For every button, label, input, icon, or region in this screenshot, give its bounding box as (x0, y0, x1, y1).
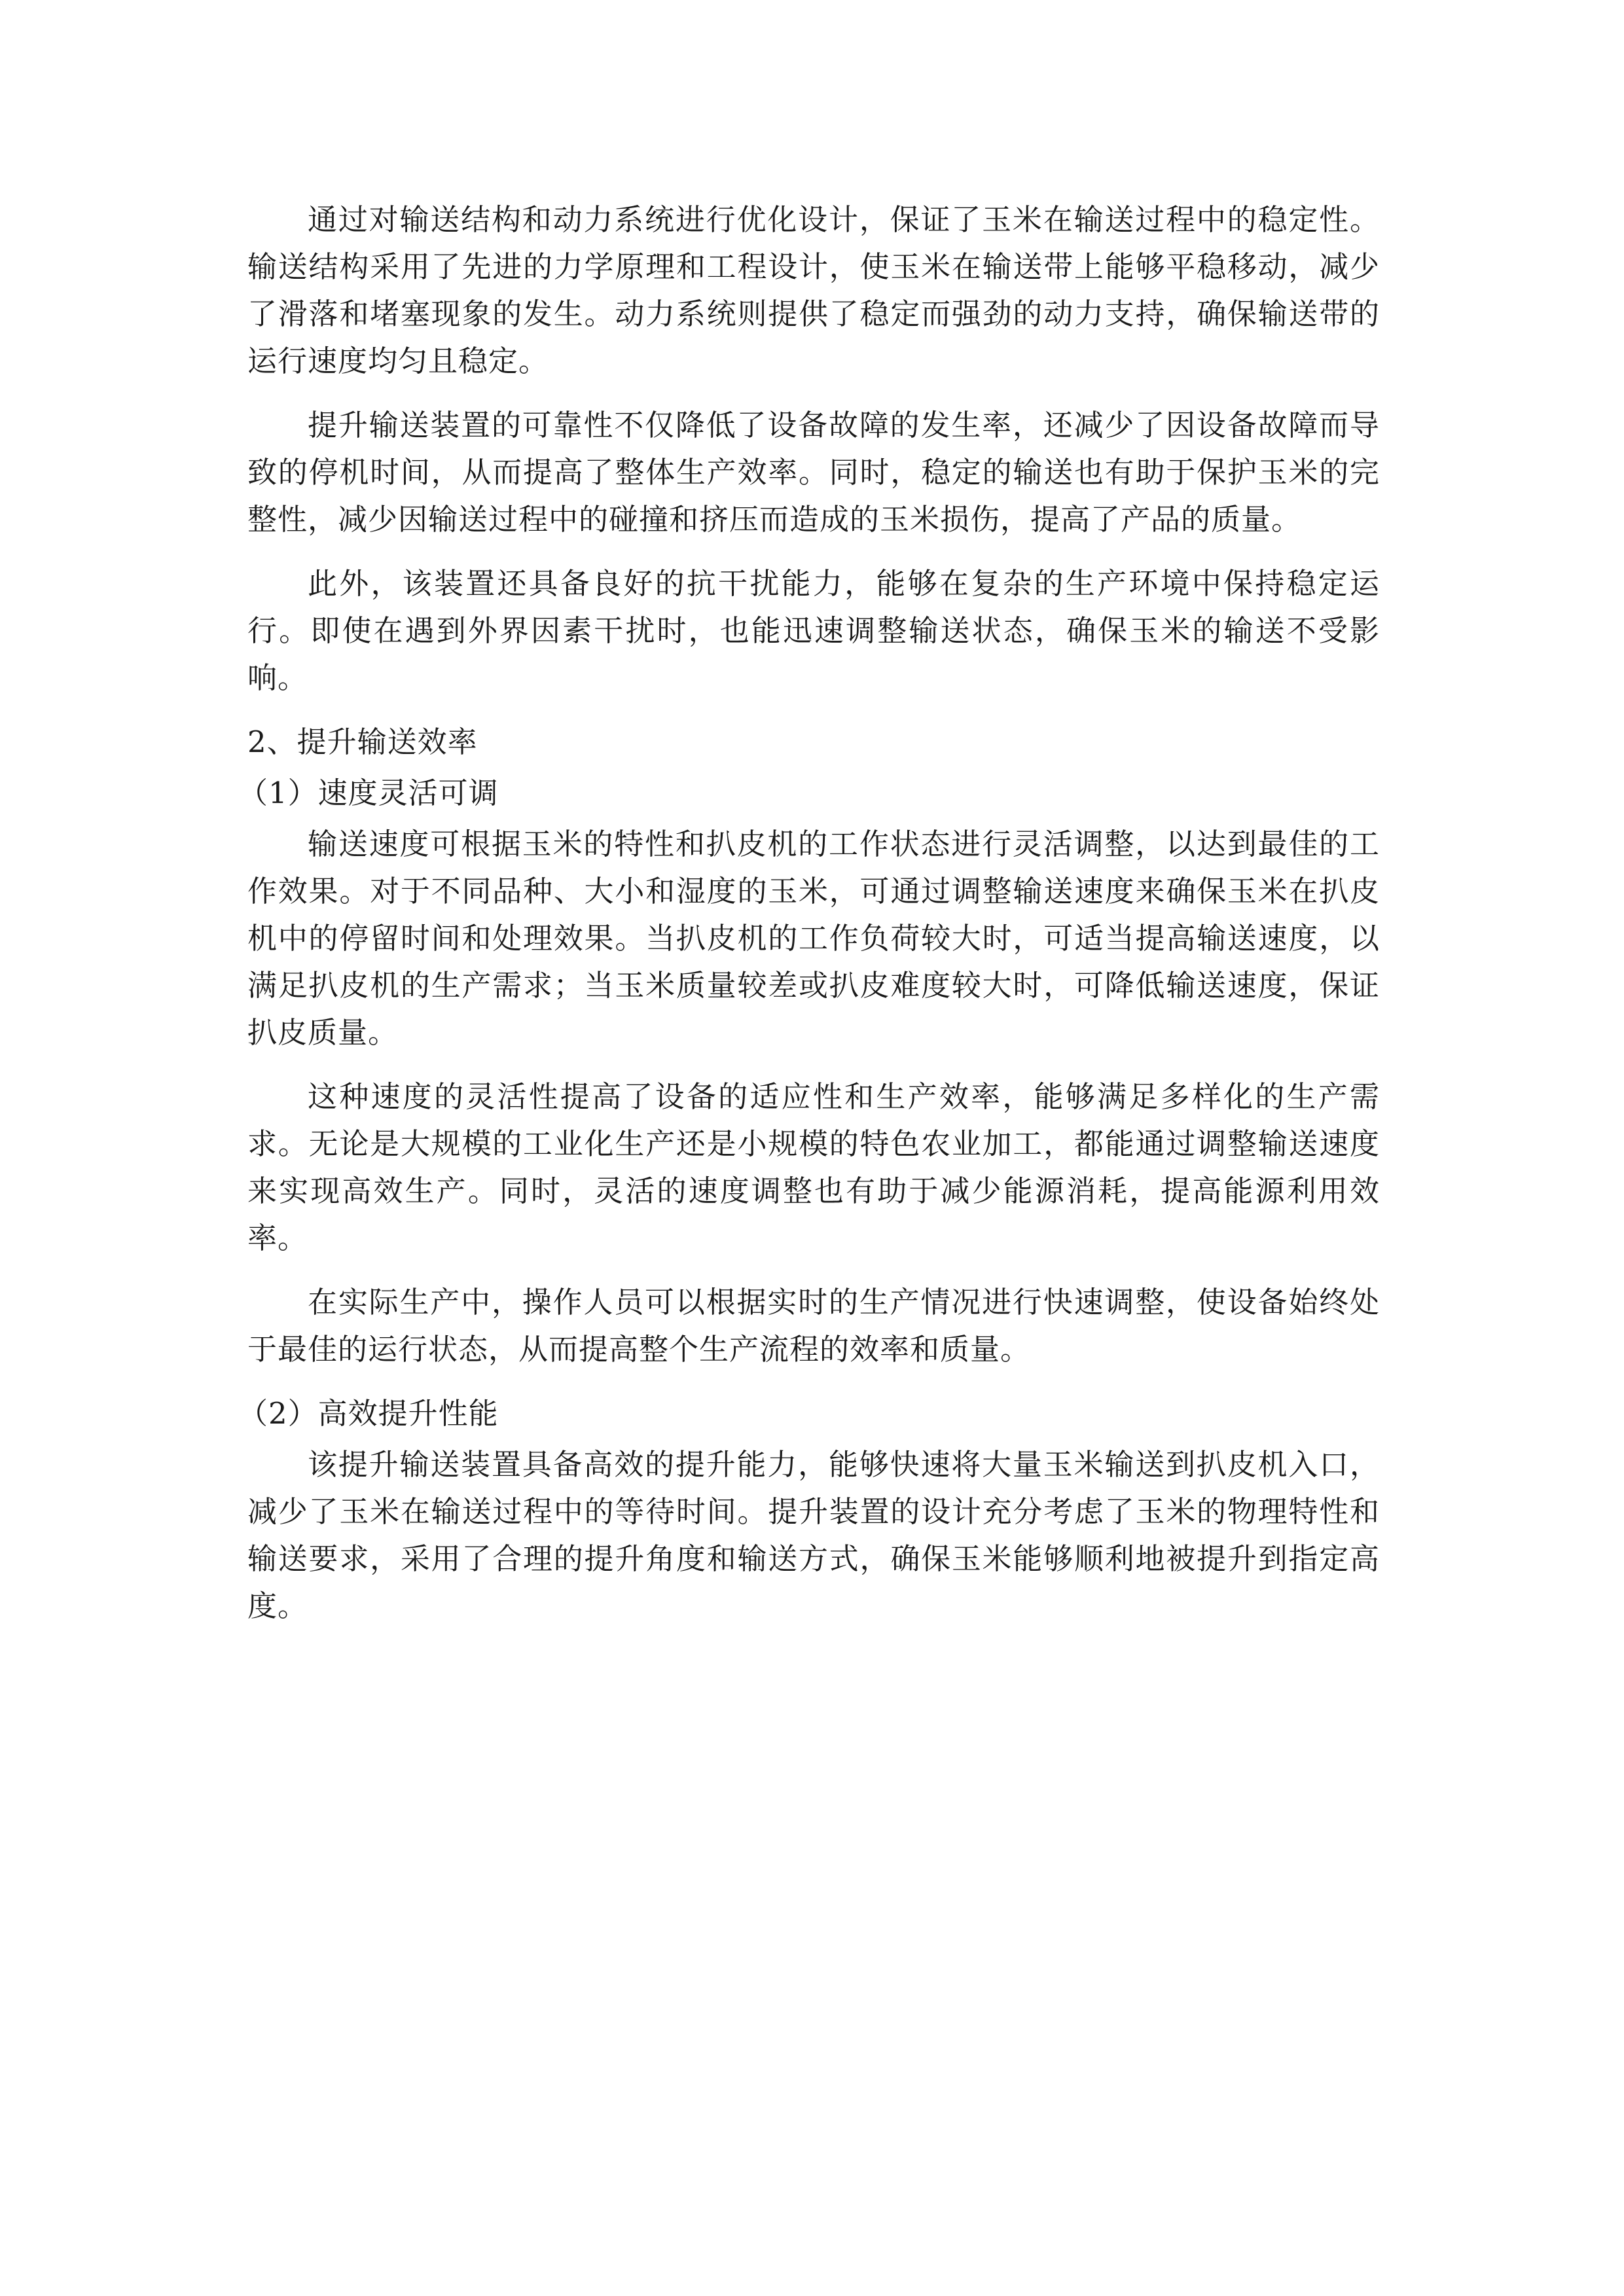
paragraph-speed-adjustment: 输送速度可根据玉米的特性和扒皮机的工作状态进行灵活调整，以达到最佳的工作效果。对于不同品种、大小和湿度的玉米，可通过调整输送速度来确保玉米在扒皮机中的停留时间和处理效果。当扒皮机的工作负荷较大时，可适当提高输送速度，以满足扒皮机的生产需求；当玉米质量较差或扒皮难度较大时，可降低输送速度，保证扒皮质量。 (247, 827, 1380, 1050)
paragraph-reliability: 提升输送装置的可靠性不仅降低了设备故障的发生率，还减少了因设备故障而导致的停机时间，从而提高了整体生产效率。同时，稳定的输送也有助于保护玉米的完整性，减少因输送过程中的碰撞和挤压而造成的玉米损伤，提高了产品的质量。 (247, 408, 1380, 537)
paragraph-speed-flexibility: 这种速度的灵活性提高了设备的适应性和生产效率，能够满足多样化的生产需求。无论是大规模的工业化生产还是小规模的特色农业加工，都能通过调整输送速度来实现高效生产。同时，灵活的速度调整也有助于减少能源消耗，提高能源利用效率。 (247, 1079, 1380, 1255)
subheading-lifting-performance: （2）高效提升性能 (238, 1396, 499, 1431)
paragraph-anti-interference: 此外，该装置还具备良好的抗干扰能力，能够在复杂的生产环境中保持稳定运行。即使在遇到外界因素干扰时，也能迅速调整输送状态，确保玉米的输送不受影响。 (247, 566, 1380, 695)
subheading-speed-adjustable: （1）速度灵活可调 (238, 776, 499, 810)
document-page (238, 196, 1380, 1647)
paragraph-stability: 通过对输送结构和动力系统进行优化设计，保证了玉米在输送过程中的稳定性。输送结构采用了先进的力学原理和工程设计，使玉米在输送带上能够平稳移动，减少了滑落和堵塞现象的发生。动力系统则提供了稳定而强劲的动力支持，确保输送带的运行速度均匀且稳定。 (247, 202, 1380, 378)
paragraph-realtime-adjustment: 在实际生产中，操作人员可以根据实时的生产情况进行快速调整，使设备始终处于最佳的运行状态，从而提高整个生产流程的效率和质量。 (247, 1285, 1380, 1367)
section-heading-efficiency: 2、提升输送效率 (247, 725, 478, 759)
paragraph-lifting-capacity: 该提升输送装置具备高效的提升能力，能够快速将大量玉米输送到扒皮机入口，减少了玉米在输送过程中的等待时间。提升装置的设计充分考虑了玉米的物理特性和输送要求，采用了合理的提升角度和输送方式，确保玉米能够顺利地被提升到指定高度。 (247, 1447, 1380, 1623)
